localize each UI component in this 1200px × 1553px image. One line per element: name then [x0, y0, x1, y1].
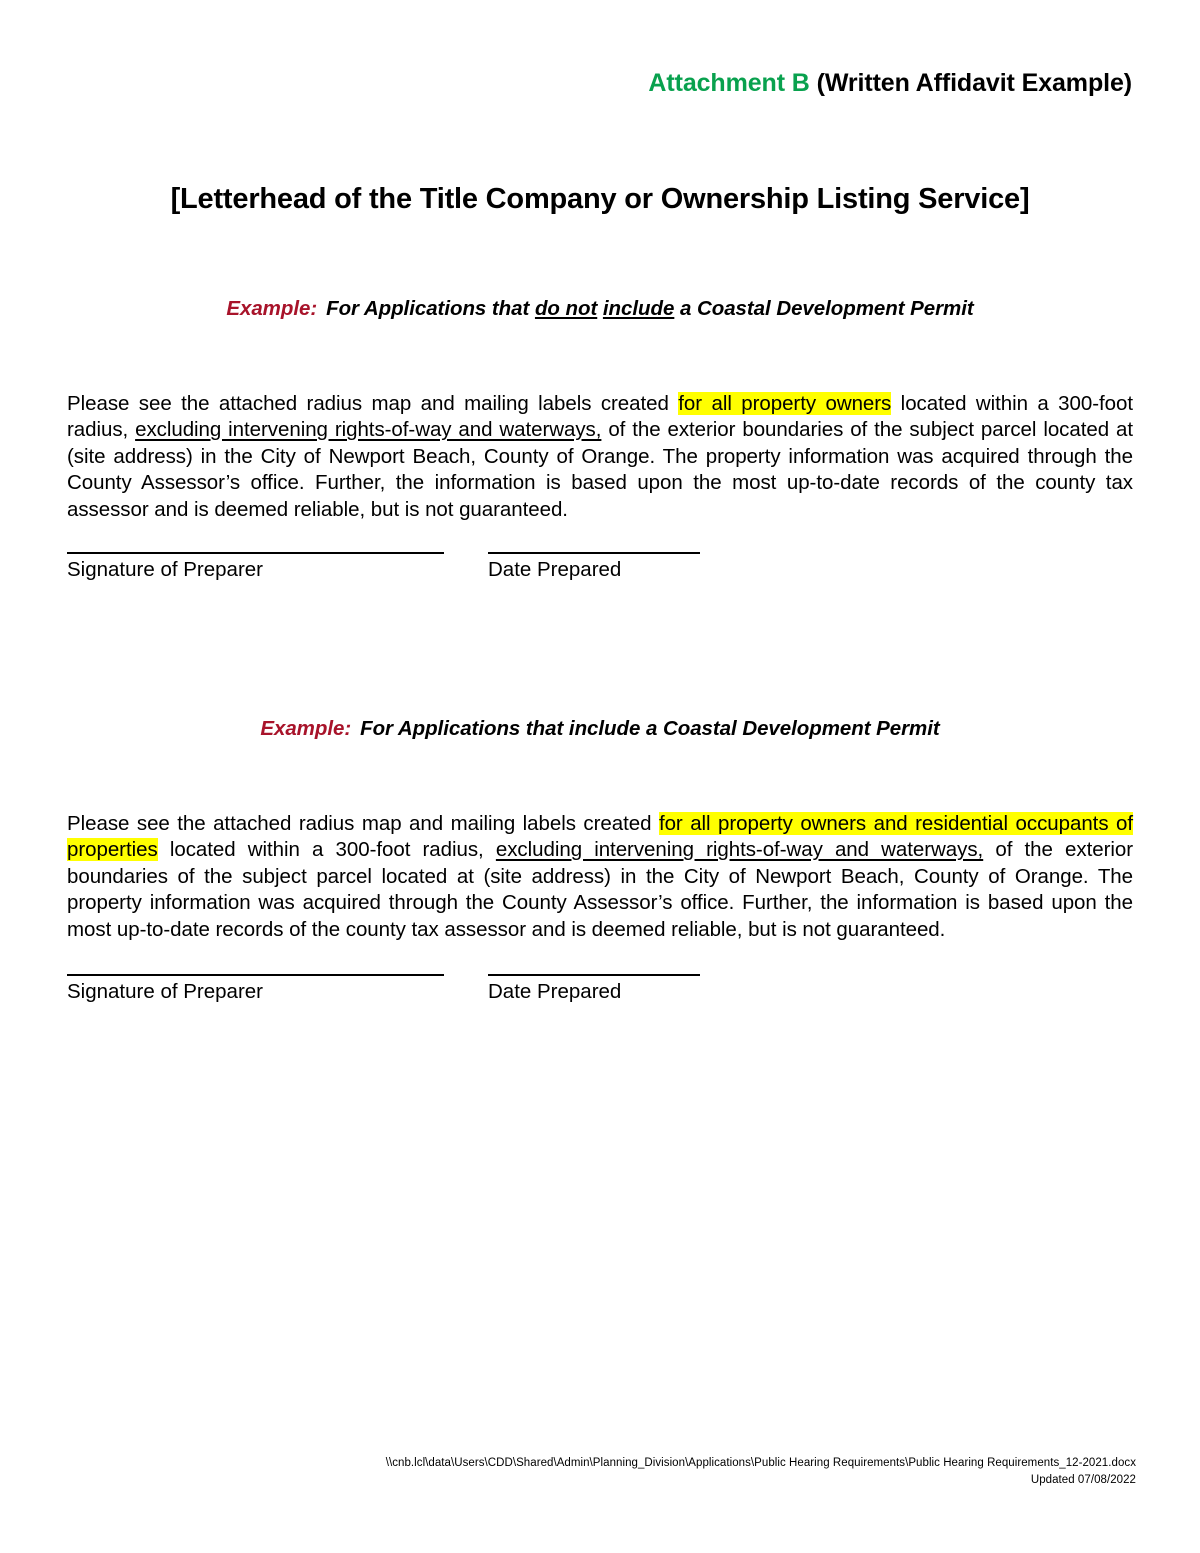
- example-word-2: Example:: [260, 717, 352, 740]
- paragraph-1-text1: Please see the attached radius map and mailing labels created: [67, 391, 679, 415]
- paragraph-2-underline: excluding intervening rights-of-way and waterways,: [495, 838, 984, 862]
- example-word-1: Example:: [226, 297, 318, 320]
- attachment-suffix-text: (Written Affidavit Example): [816, 69, 1132, 97]
- date-label-1: Date Prepared: [488, 558, 622, 581]
- example-heading-1: [60, 296, 1140, 322]
- paragraph-1-highlight: for all property owners: [678, 391, 892, 415]
- example-heading-1-part1: For Applications that: [326, 297, 535, 320]
- affidavit-paragraph-1: [67, 391, 1133, 524]
- paragraph-2-text3: of the exterior boundaries of the subject parcel located at (site address) in the City of Newport Beach, County of Orange. The property information was acquired through the County Assessor’s office. Further, the information is based upon the most up-to-date records of the county tax assessor and is deemed reliable, but is not guaranteed.: [67, 838, 1133, 941]
- signature-block-2: [67, 974, 1133, 1020]
- paragraph-2-highlight: for all property owners and residential occupants of properties: [67, 811, 1133, 862]
- signature-label-1: Signature of Preparer: [67, 558, 264, 581]
- attachment-label: Attachment B: [648, 69, 810, 97]
- example-heading-2-part1: For Applications that include a Coastal Development Permit: [360, 717, 940, 740]
- example-heading-1-part2: a Coastal Development Permit: [674, 297, 974, 320]
- document-header: [60, 68, 1132, 98]
- signature-block-1: [67, 552, 1133, 598]
- paragraph-2-text2: located within a 300-foot radius,: [157, 838, 496, 862]
- date-label-2: Date Prepared: [488, 980, 622, 1003]
- page-title: [Letterhead of the Title Company or Ownership Listing Service]: [170, 183, 1030, 215]
- example-heading-1-underline2: include: [602, 297, 675, 320]
- signature-line-1: [67, 552, 444, 554]
- affidavit-paragraph-2: [67, 811, 1133, 944]
- date-line-2: [488, 974, 700, 976]
- paragraph-1-text2: located within a 300-foot radius,: [67, 391, 1133, 442]
- paragraph-1-underline: excluding intervening rights-of-way and waterways,: [135, 418, 602, 442]
- date-field-2[interactable]: [488, 974, 700, 1004]
- signature-line-2: [67, 974, 444, 976]
- footer-updated-date: Updated 07/08/2022: [1030, 1474, 1136, 1486]
- paragraph-2-text1: Please see the attached radius map and mailing labels created: [67, 811, 659, 835]
- signature-field-2[interactable]: [67, 974, 444, 1004]
- example-heading-2: [60, 716, 1140, 742]
- signature-field-1[interactable]: [67, 552, 444, 582]
- footer-file-path: \\cnb.lcl\data\Users\CDD\Shared\Admin\Planning_Division\Applications\Public Hearing Requirements\Public Hearing Requirements_12-2021.docx: [385, 1457, 1136, 1469]
- document-footer: [60, 1455, 1136, 1489]
- date-field-1[interactable]: [488, 552, 700, 582]
- example-heading-1-underline1: do not: [534, 297, 598, 320]
- date-line-1: [488, 552, 700, 554]
- signature-label-2: Signature of Preparer: [67, 980, 264, 1003]
- attachment-suffix: [810, 69, 817, 97]
- paragraph-1-text3: of the exterior boundaries of the subject parcel located at (site address) in the City of Newport Beach, County of Orange. The property information was acquired through the County Assessor’s office. Further, the information is based upon the most up-to-date records of the county tax assessor and is deemed reliable, but is not guaranteed.: [67, 418, 1133, 521]
